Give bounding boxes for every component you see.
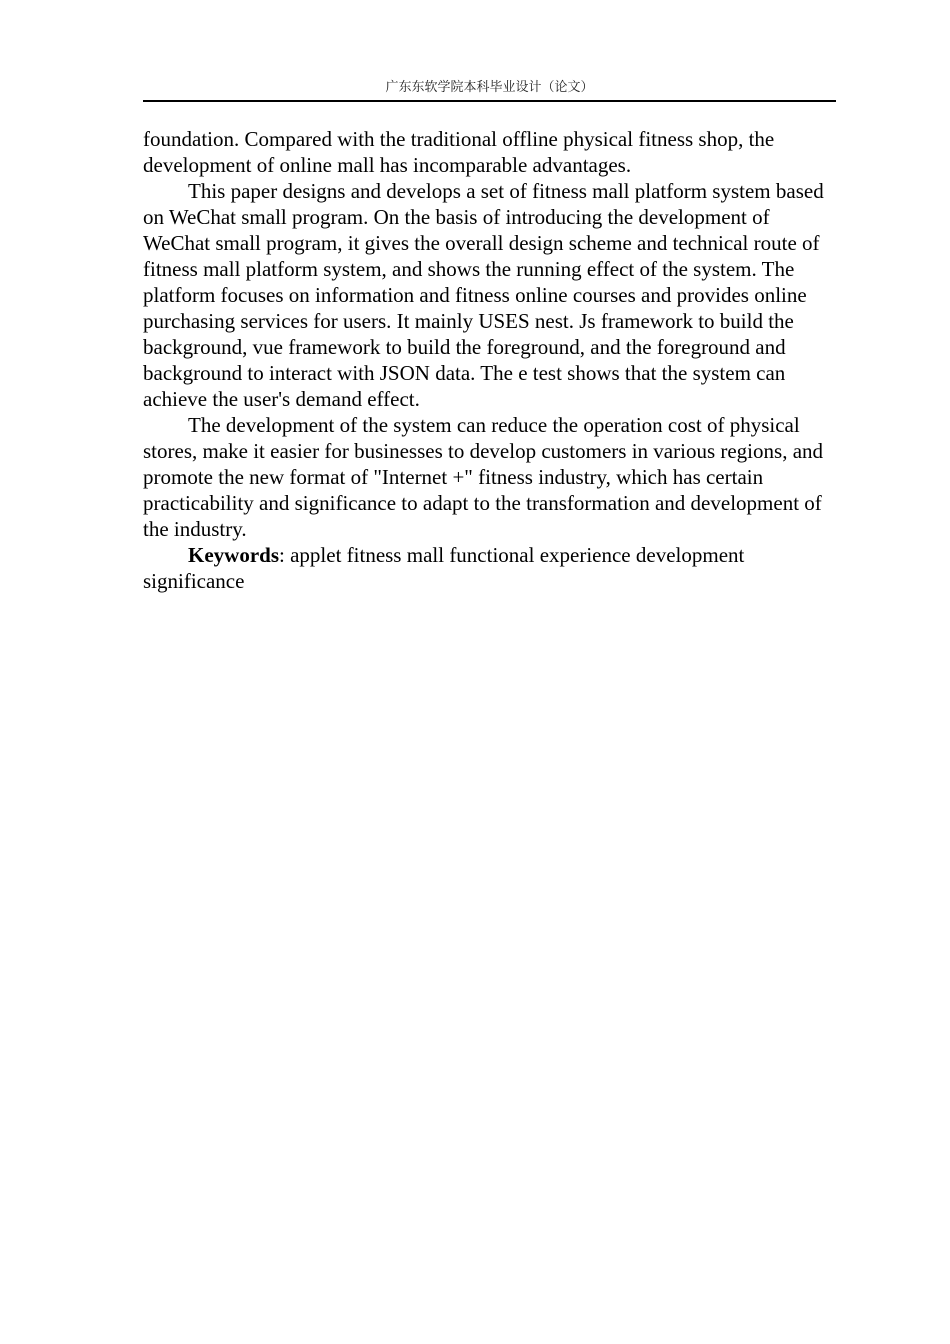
keywords-line bbox=[143, 542, 836, 594]
abstract-paragraph: foundation. Compared with the traditional offline physical fitness shop, the development of online mall has incomparable advantages. bbox=[143, 127, 775, 177]
keywords-separator: : bbox=[279, 543, 285, 567]
abstract-body bbox=[143, 126, 836, 594]
keywords-label: Keywords bbox=[188, 543, 279, 567]
header-rule bbox=[143, 100, 836, 102]
keyword: development significance bbox=[143, 543, 745, 593]
abstract-paragraph: The development of the system can reduce the operation cost of physical stores, make it easier for businesses to develop customers in various regions, and promote the new format of "Internet +" fitness industry, which has certain practicability and significance to adapt to the transformation and development of the industry. bbox=[143, 413, 824, 541]
keyword: fitness mall bbox=[346, 543, 445, 567]
running-header: 广东东软学院本科毕业设计（论文） bbox=[385, 80, 594, 95]
keyword: applet bbox=[290, 543, 342, 567]
keyword: functional experience bbox=[449, 543, 631, 567]
abstract-paragraph: This paper designs and develops a set of fitness mall platform system based on WeChat small program. On the basis of introducing the development of WeChat small program, it gives the overall design scheme and technical route of fitness mall platform system, and shows the running effect of the system. The platform focuses on information and fitness online courses and provides online purchasing services for users. It mainly USES nest. Js framework to build the background, vue framework to build the foreground, and the foreground and background to interact with JSON data. The e test shows that the system can achieve the user's demand effect. bbox=[143, 179, 824, 411]
